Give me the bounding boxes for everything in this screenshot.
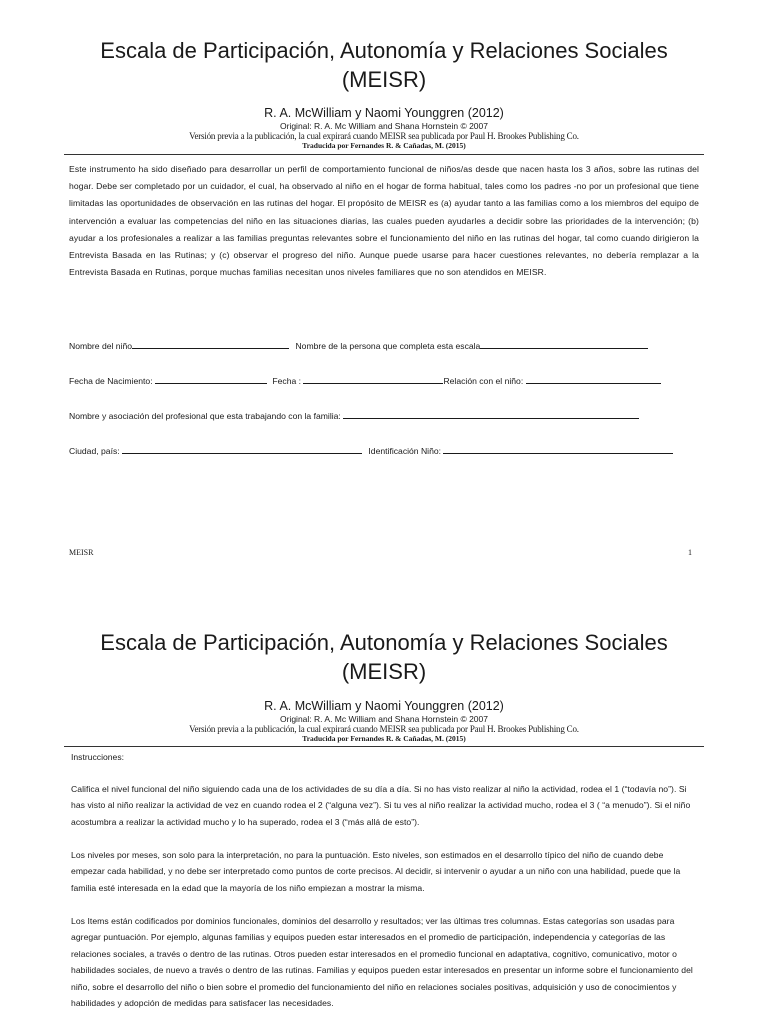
header-divider bbox=[64, 154, 704, 155]
original-credit-2: Original: R. A. Mc William and Shana Hornstein © 2007 bbox=[280, 714, 488, 724]
intro-paragraph: Este instrumento ha sido diseñado para desarrollar un perfil de comportamiento funcional de niños/as desde que nacen hasta los 3 años, sobre las rutinas del hogar. Debe ser completado por un cuidador, el cual, ha observado al niño en el hogar de forma habitual, tales como los padres -no por un profesional que tiene limitadas las oportunidades de observación en las rutinas del hogar. El propósito de MEISR es (a) ayudar tanto a las familias como a los miembros del equipo de intervención a evaluar las competencias del niño en las situaciones diarias, las cuales pueden ayudarles a decidir sobre las prioridades de la intervención; (b) ayudar a los profesionales a realizar a las familias preguntas relevantes sobre el funcionamiento del niño en las rutinas del hogar, tal como cuando dirigieron la Entrevista Basada en las Rutinas; y (c) observar el progreso del niño. Aunque puede usarse para hacer cuestiones relevantes, no debería remplazar a la Entrevista Basada en Rutinas, porque muchas familias necesitan unos niveles familiares que no son atendidos en MEISR. bbox=[69, 164, 699, 278]
document-page-2 bbox=[0, 600, 768, 1024]
professional-label: Nombre y asociación del profesional que esta trabajando con la familia: bbox=[69, 411, 341, 421]
professional-blank[interactable] bbox=[343, 409, 639, 419]
header-divider-2 bbox=[64, 746, 704, 747]
authors-line-2: R. A. McWilliam y Naomi Younggren (2012) bbox=[264, 699, 504, 713]
page-number: 1 bbox=[688, 548, 692, 557]
document-title: Escala de Participación, Autonomía y Relaciones Sociales (MEISR) bbox=[100, 38, 668, 92]
preview-notice-2: Versión previa a la publicación, la cual expirará cuando MEISR sea publicada por Paul H. Brookes Publishing Co. bbox=[189, 724, 579, 734]
preview-notice: Versión previa a la publicación, la cual expirará cuando MEISR sea publicada por Paul H. Brookes Publishing Co. bbox=[189, 131, 579, 141]
relation-blank[interactable] bbox=[526, 374, 661, 384]
birth-date-label: Fecha de Nacimiento: bbox=[69, 376, 153, 386]
translation-credit: Traducida por Fernandes R. & Cañadas, M. (2015) bbox=[302, 141, 466, 150]
date-blank[interactable] bbox=[303, 374, 443, 384]
child-id-label: Identificación Niño: bbox=[368, 446, 442, 456]
date-label: Fecha : bbox=[272, 376, 302, 386]
child-name-blank[interactable] bbox=[132, 339, 289, 349]
field-row-dates bbox=[69, 374, 699, 387]
child-name-label: Nombre del niño bbox=[69, 341, 133, 351]
translation-credit-2: Traducida por Fernandes R. & Cañadas, M. (2015) bbox=[302, 734, 466, 743]
page-gap bbox=[0, 588, 768, 600]
person-name-label: Nombre de la persona que completa esta escala bbox=[295, 341, 481, 351]
city-blank[interactable] bbox=[122, 444, 362, 454]
document-title-2: Escala de Participación, Autonomía y Relaciones Sociales (MEISR) bbox=[100, 630, 668, 684]
field-row-location bbox=[69, 444, 699, 457]
instructions-heading: Instrucciones: bbox=[71, 752, 125, 762]
authors-line: R. A. McWilliam y Naomi Younggren (2012) bbox=[264, 106, 504, 120]
instructions-paragraph-2: Los niveles por meses, son solo para la interpretación, no para la puntuación. Esto niveles, son estimados en el desarrollo típico del niño de cuando debe empezar cada habilidad, y no debe ser interpretado como puntos de corte precisos. Al decidir, si intervenir o ayudar a un niño con una habilidad, puede que la familia esté interesada en la edad que la mayoría de los niño empiezan a mostrar la misma. bbox=[71, 850, 681, 893]
birth-date-blank[interactable] bbox=[155, 374, 267, 384]
original-credit: Original: R. A. Mc William and Shana Hornstein © 2007 bbox=[280, 121, 488, 131]
instructions-paragraph-3: Los Items están codificados por dominios funcionales, dominios del desarrollo y resultados; ver las últimas tres columnas. Estas categorías son usadas para agregar puntuación. Por ejemplo, algunas familias y equipos pueden estar interesados en el promedio de participación, independencia y categorías de las relaciones sociales, a través o dentro de las rutinas. Otros pueden estar interesados en el promedio funcional en adaptativa, cognitivo, comunicativo, motor o habilidades sociales, de nuevo a través o dentro de las rutinas. Familias y equipos pueden estar interesados en presentar un informe sobre el funcionamiento del niño, sobre el desarrollo del niño o bien sobre el promedio del funcionamiento del niño en relaciones sociales positivas, adquisición y uso de conocimientos y habilidades y adopción de medidas para satisfacer las necesidades. bbox=[71, 916, 693, 1009]
relation-label: Relación con el niño: bbox=[443, 376, 524, 386]
field-row-names bbox=[69, 339, 699, 352]
child-id-blank[interactable] bbox=[443, 444, 673, 454]
field-row-professional bbox=[69, 409, 699, 422]
instructions-paragraph-1: Califica el nivel funcional del niño siguiendo cada una de los actividades de su día a día. Si no has visto realizar al niño la actividad, rodea el 1 (“todavía no”). Si has visto al niño realizar la actividad de vez en cuando rodea el 2 (“alguna vez”). Si tu ves al niño realizar la actividad mucho, rodea el 3 ( “a menudo”). Si el niño acostumbra a realizar la actividad mucho y lo ha superado, rodea el 3 (“más allá de esto”). bbox=[71, 784, 691, 827]
footer-label: MEISR bbox=[69, 548, 94, 557]
city-label: Ciudad, país: bbox=[69, 446, 120, 456]
person-name-blank[interactable] bbox=[480, 339, 648, 349]
